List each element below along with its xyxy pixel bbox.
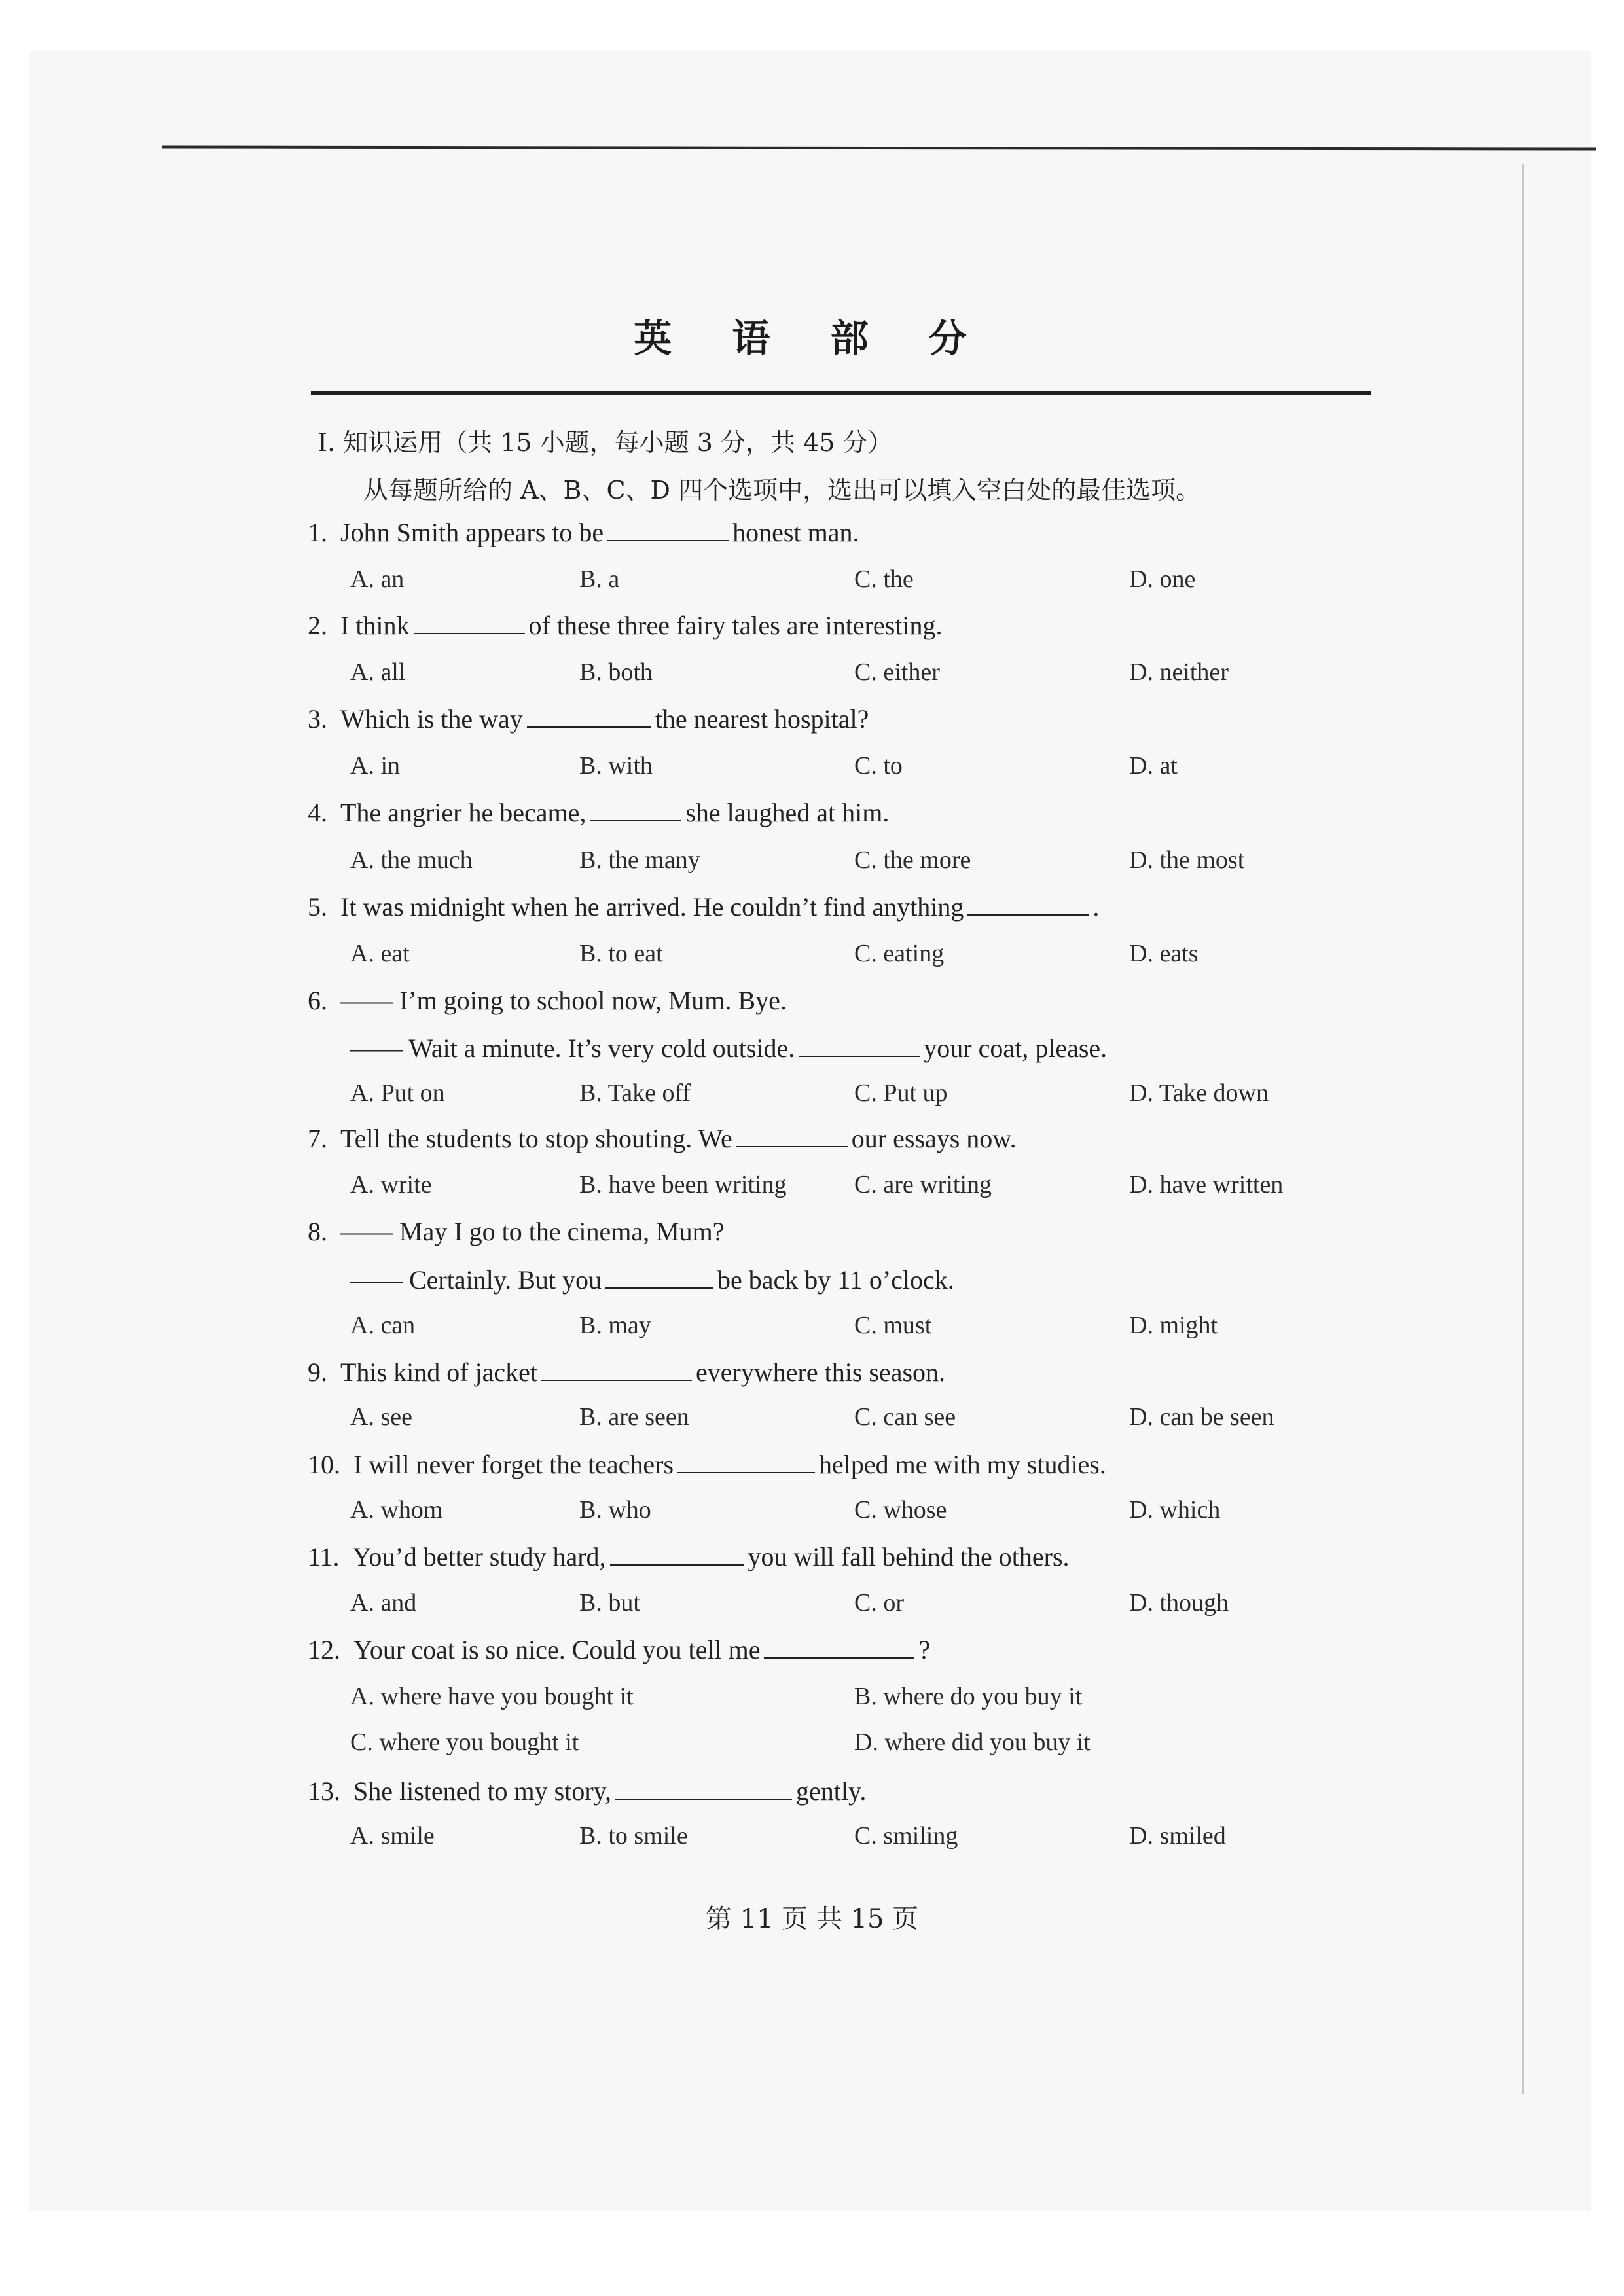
question-number: 6. [308,986,327,1015]
answer-option-a: A. where have you bought it [350,1683,634,1710]
answer-option-a: A. eat [350,940,410,967]
question-stem-end: everywhere this season. [696,1357,946,1387]
question-stem: —— I’m going to school now, Mum. Bye. [340,986,787,1015]
section-heading: Ⅰ. 知识运用（共 15 小题，每小题 3 分，共 45 分） [317,428,893,457]
answer-option-c: C. the more [854,846,971,874]
section-instruction: 从每题所给的 A、B、C、D 四个选项中，选出可以填入空白处的最佳选项。 [363,476,1201,505]
answer-option-d: D. might [1129,1312,1218,1339]
question-text [308,1357,945,1388]
question-text [308,1541,1070,1572]
answer-option-b: B. have been writing [579,1171,787,1198]
answer-option-c: C. to [854,752,903,780]
question-text [350,1033,1107,1064]
answer-option-d: D. one [1129,565,1196,593]
answer-option-b: B. both [579,658,653,686]
question-stem: John Smith appears to be [340,518,604,547]
question-text [308,1216,725,1247]
answer-option-b: B. who [579,1496,651,1524]
answer-option-d: D. where did you buy it [854,1729,1091,1756]
question-text [308,797,889,828]
answer-option-c: C. Put up [854,1079,948,1107]
answer-option-d: D. which [1129,1496,1221,1524]
question-text [308,517,859,548]
question-stem-end: of these three fairy tales are interesting. [528,611,943,640]
question-number: 3. [308,704,327,734]
answer-blank [527,707,651,728]
answer-option-a: A. an [350,565,405,593]
answer-option-a: A. see [350,1403,412,1431]
question-stem: Your coat is so nice. Could you tell me [353,1635,761,1664]
answer-option-d: D. eats [1129,940,1199,967]
answer-option-c: C. are writing [854,1171,992,1198]
question-stem-end: be back by 11 o’clock. [717,1265,954,1295]
answer-option-b: B. a [579,565,620,593]
question-stem: It was midnight when he arrived. He couldn’t find anything [340,892,964,922]
question-stem-end: ? [918,1635,931,1664]
question-text [350,1265,954,1295]
question-stem: You’d better study hard, [352,1542,606,1571]
question-text [308,1776,866,1806]
answer-blank [610,1545,744,1566]
question-text [308,1123,1017,1154]
answer-option-a: A. smile [350,1822,435,1850]
page-title: 英 语 部 分 [634,316,990,361]
answer-blank [799,1036,920,1057]
answer-blank [414,613,525,634]
question-stem-end: our essays now. [851,1124,1017,1153]
question-number: 1. [308,518,327,547]
question-stem-end: . [1092,892,1100,922]
question-number: 5. [308,892,327,922]
answer-option-a: A. Put on [350,1079,445,1107]
answer-option-d: D. though [1129,1589,1229,1617]
answer-option-b: B. may [579,1312,651,1339]
answer-option-c: C. or [854,1589,904,1617]
question-stem: I will never forget the teachers [353,1450,674,1479]
answer-option-c: C. can see [854,1403,956,1431]
answer-option-d: D. smiled [1129,1822,1226,1850]
question-number: 7. [308,1124,327,1153]
question-stem-end: helped me with my studies. [819,1450,1106,1479]
question-text [308,891,1099,922]
question-stem: This kind of jacket [340,1357,538,1387]
answer-option-b: B. to smile [579,1822,688,1850]
answer-option-a: A. whom [350,1496,443,1524]
question-stem: I think [340,611,410,640]
answer-option-a: A. and [350,1589,417,1617]
question-number: 4. [308,798,327,827]
question-number: 9. [308,1357,327,1387]
page-footer: 第 11 页 共 15 页 [705,1904,919,1934]
answer-option-b: B. with [579,752,653,780]
question-stem-end: honest man. [732,518,859,547]
question-number: 2. [308,611,327,640]
answer-option-c: C. eating [854,940,945,967]
question-text [308,1634,930,1665]
question-number: 13. [308,1776,340,1806]
answer-blank [967,895,1089,916]
question-stem: The angrier he became, [340,798,586,827]
question-text [308,704,869,734]
question-number: 11. [308,1542,340,1571]
question-stem: —— Certainly. But you [350,1265,602,1295]
question-text [308,985,787,1016]
answer-option-c: C. where you bought it [350,1729,579,1756]
question-stem: Tell the students to stop shouting. We [340,1124,732,1153]
answer-blank [736,1126,848,1147]
answer-option-a: A. all [350,658,406,686]
answer-blank [605,1268,713,1289]
title-rule [311,391,1371,395]
answer-option-b: B. Take off [579,1079,691,1107]
question-stem: —— May I go to the cinema, Mum? [340,1217,725,1246]
question-stem-end: your coat, please. [924,1033,1108,1063]
question-stem-end: gently. [796,1776,867,1806]
answer-option-b: B. are seen [579,1403,689,1431]
answer-option-b: B. but [579,1589,640,1617]
question-number: 12. [308,1635,340,1664]
answer-option-c: C. smiling [854,1822,958,1850]
question-stem-end: you will fall behind the others. [748,1542,1070,1571]
answer-option-d: D. Take down [1129,1079,1269,1107]
answer-blank [764,1638,914,1659]
answer-blank [590,800,681,821]
answer-option-c: C. the [854,565,914,593]
answer-blank [541,1360,692,1381]
question-stem: Which is the way [340,704,523,734]
answer-option-a: A. in [350,752,400,780]
answer-option-a: A. the much [350,846,473,874]
answer-blank [677,1452,815,1473]
answer-option-c: C. whose [854,1496,947,1524]
answer-option-b: B. where do you buy it [854,1683,1083,1710]
question-stem: She listened to my story, [353,1776,612,1806]
question-text [308,610,942,641]
answer-option-a: A. can [350,1312,416,1339]
answer-option-c: C. either [854,658,940,686]
question-text [308,1449,1106,1480]
question-number: 8. [308,1217,327,1246]
question-number: 10. [308,1450,340,1479]
answer-option-a: A. write [350,1171,432,1198]
answer-option-c: C. must [854,1312,932,1339]
answer-blank [607,520,729,541]
answer-option-b: B. the many [579,846,700,874]
answer-option-d: D. have written [1129,1171,1284,1198]
question-stem-end: she laughed at him. [685,798,890,827]
answer-option-d: D. at [1129,752,1178,780]
answer-option-d: D. can be seen [1129,1403,1274,1431]
page-edge [1522,164,1524,2094]
answer-option-d: D. neither [1129,658,1229,686]
answer-option-b: B. to eat [579,940,663,967]
question-stem: —— Wait a minute. It’s very cold outside. [350,1033,795,1063]
answer-blank [615,1779,792,1800]
question-stem-end: the nearest hospital? [655,704,869,734]
answer-option-d: D. the most [1129,846,1245,874]
